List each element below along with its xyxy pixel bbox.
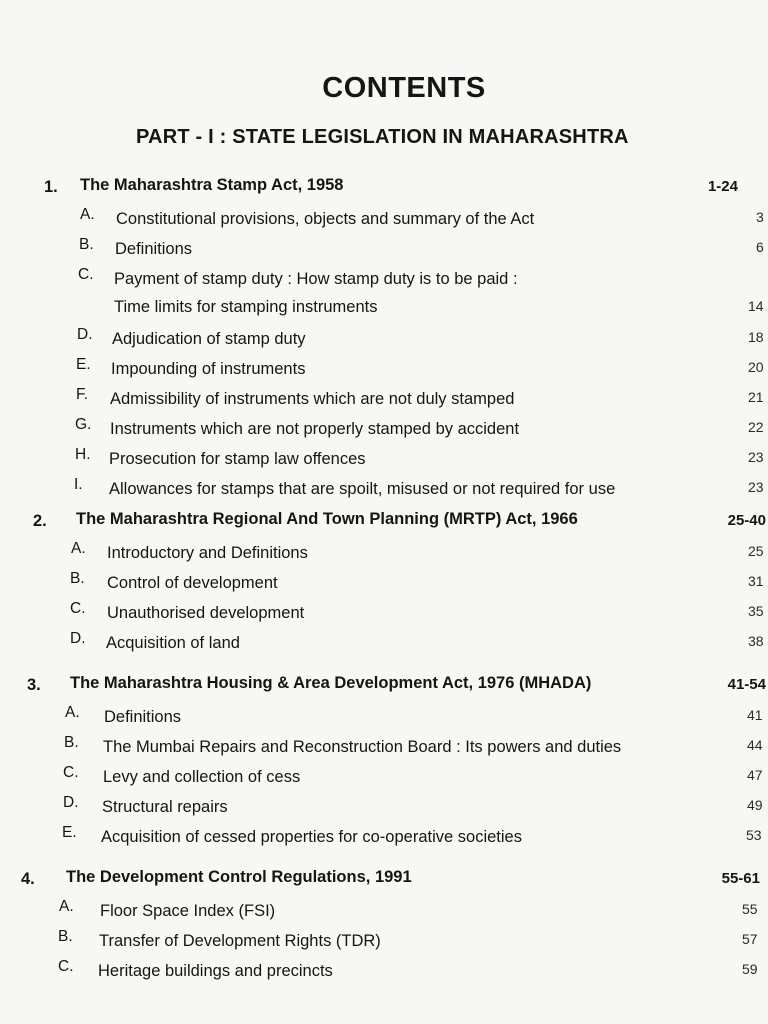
item-page: 55 (742, 901, 758, 917)
section-number: 3. (27, 676, 41, 694)
section-number: 4. (21, 870, 35, 888)
item-text: Admissibility of instruments which are not duly stamped (110, 390, 515, 408)
item-page: 20 (748, 359, 764, 375)
item-letter: I. (74, 476, 83, 493)
section-page-range: 25-40 (727, 512, 766, 529)
section-heading (0, 864, 768, 894)
item-page: 57 (742, 931, 758, 947)
list-item (0, 472, 768, 502)
item-text: Payment of stamp duty : How stamp duty is to be paid : (114, 270, 518, 288)
list-item (0, 730, 768, 760)
item-text: Control of development (107, 574, 278, 592)
list-item (0, 412, 768, 442)
list-item (0, 760, 768, 790)
item-letter: C. (70, 600, 86, 617)
section-1 (0, 172, 768, 502)
item-text: Floor Space Index (FSI) (100, 902, 276, 920)
item-letter: D. (77, 326, 93, 343)
section-title: The Maharashtra Stamp Act, 1958 (80, 176, 344, 194)
list-item (0, 820, 768, 850)
item-page: 47 (747, 767, 763, 783)
item-page: 23 (748, 479, 764, 495)
section-title: The Maharashtra Regional And Town Planning (MRTP) Act, 1966 (76, 510, 578, 528)
item-page: 53 (746, 827, 762, 843)
item-page: 18 (748, 329, 764, 345)
item-text: Adjudication of stamp duty (112, 330, 306, 348)
item-text: Instruments which are not properly stamped by accident (110, 420, 520, 438)
section-page-range: 55-61 (721, 870, 760, 887)
item-text: Unauthorised development (107, 604, 305, 622)
item-page: 31 (748, 573, 764, 589)
item-page: 38 (748, 633, 764, 649)
item-page: 3 (756, 209, 764, 225)
section-page-range: 41-54 (727, 676, 766, 693)
list-item (0, 954, 768, 984)
list-item (0, 322, 768, 352)
section-title: The Maharashtra Housing & Area Development Act, 1976 (MHADA) (70, 674, 592, 692)
list-item (0, 566, 768, 596)
item-letter: H. (75, 446, 91, 463)
list-item (0, 202, 768, 232)
item-letter: A. (65, 704, 80, 721)
item-letter: E. (76, 356, 91, 373)
list-item (0, 700, 768, 730)
list-item (0, 924, 768, 954)
item-letter: B. (58, 928, 73, 945)
item-text: Acquisition of land (106, 634, 240, 652)
list-item (0, 536, 768, 566)
item-text: Acquisition of cessed properties for co-operative societies (101, 828, 522, 846)
item-page: 44 (747, 737, 763, 753)
list-item (0, 894, 768, 924)
list-item (0, 790, 768, 820)
item-text: Definitions (104, 708, 182, 726)
item-text: The Mumbai Repairs and Reconstruction Board : Its powers and duties (103, 738, 622, 756)
item-text: Structural repairs (102, 798, 228, 816)
item-letter: A. (59, 898, 74, 915)
item-letter: B. (64, 734, 79, 751)
section-number: 2. (33, 512, 47, 530)
item-letter: C. (78, 266, 94, 283)
section-heading (0, 172, 768, 202)
section-heading (0, 506, 768, 536)
item-text: Heritage buildings and precincts (98, 962, 333, 980)
section-3 (0, 670, 768, 850)
item-letter: A. (80, 206, 95, 223)
item-page: 59 (742, 961, 758, 977)
item-text: Constitutional provisions, objects and summary of the Act (116, 210, 535, 228)
item-letter: E. (62, 824, 77, 841)
item-page: 23 (748, 449, 764, 465)
item-letter: C. (58, 958, 74, 975)
list-item (0, 382, 768, 412)
item-page: 22 (748, 419, 764, 435)
item-page: 21 (748, 389, 764, 405)
list-item (0, 262, 768, 322)
section-number: 1. (44, 178, 58, 196)
list-item (0, 596, 768, 626)
list-item (0, 626, 768, 656)
list-item (0, 352, 768, 382)
item-letter: A. (71, 540, 86, 557)
item-page: 14 (748, 298, 764, 314)
item-text: Allowances for stamps that are spoilt, misused or not required for use (109, 480, 616, 498)
section-heading (0, 670, 768, 700)
item-letter: D. (70, 630, 86, 647)
item-page: 49 (747, 797, 763, 813)
item-page: 25 (748, 543, 764, 559)
item-letter: D. (63, 794, 79, 811)
item-text: Levy and collection of cess (103, 768, 301, 786)
item-letter: C. (63, 764, 79, 781)
section-4 (0, 864, 768, 984)
item-text: Impounding of instruments (111, 360, 306, 378)
item-text: Introductory and Definitions (107, 544, 308, 562)
item-text-line-2: Time limits for stamping instruments (114, 298, 378, 316)
list-item (0, 442, 768, 472)
page-title: CONTENTS (322, 72, 486, 104)
item-page: 41 (747, 707, 763, 723)
item-page: 35 (748, 603, 764, 619)
item-page: 6 (756, 239, 764, 255)
item-letter: B. (70, 570, 85, 587)
item-letter: F. (76, 386, 89, 403)
item-letter: B. (79, 236, 94, 253)
list-item (0, 232, 768, 262)
part-title: PART - I : STATE LEGISLATION IN MAHARASHTRA (136, 126, 629, 148)
section-2 (0, 506, 768, 656)
item-text: Prosecution for stamp law offences (109, 450, 366, 468)
section-title: The Development Control Regulations, 1991 (66, 868, 412, 886)
item-letter: G. (75, 416, 92, 433)
section-page-range: 1-24 (707, 178, 738, 195)
item-text: Transfer of Development Rights (TDR) (99, 932, 381, 950)
item-text: Definitions (115, 240, 193, 258)
